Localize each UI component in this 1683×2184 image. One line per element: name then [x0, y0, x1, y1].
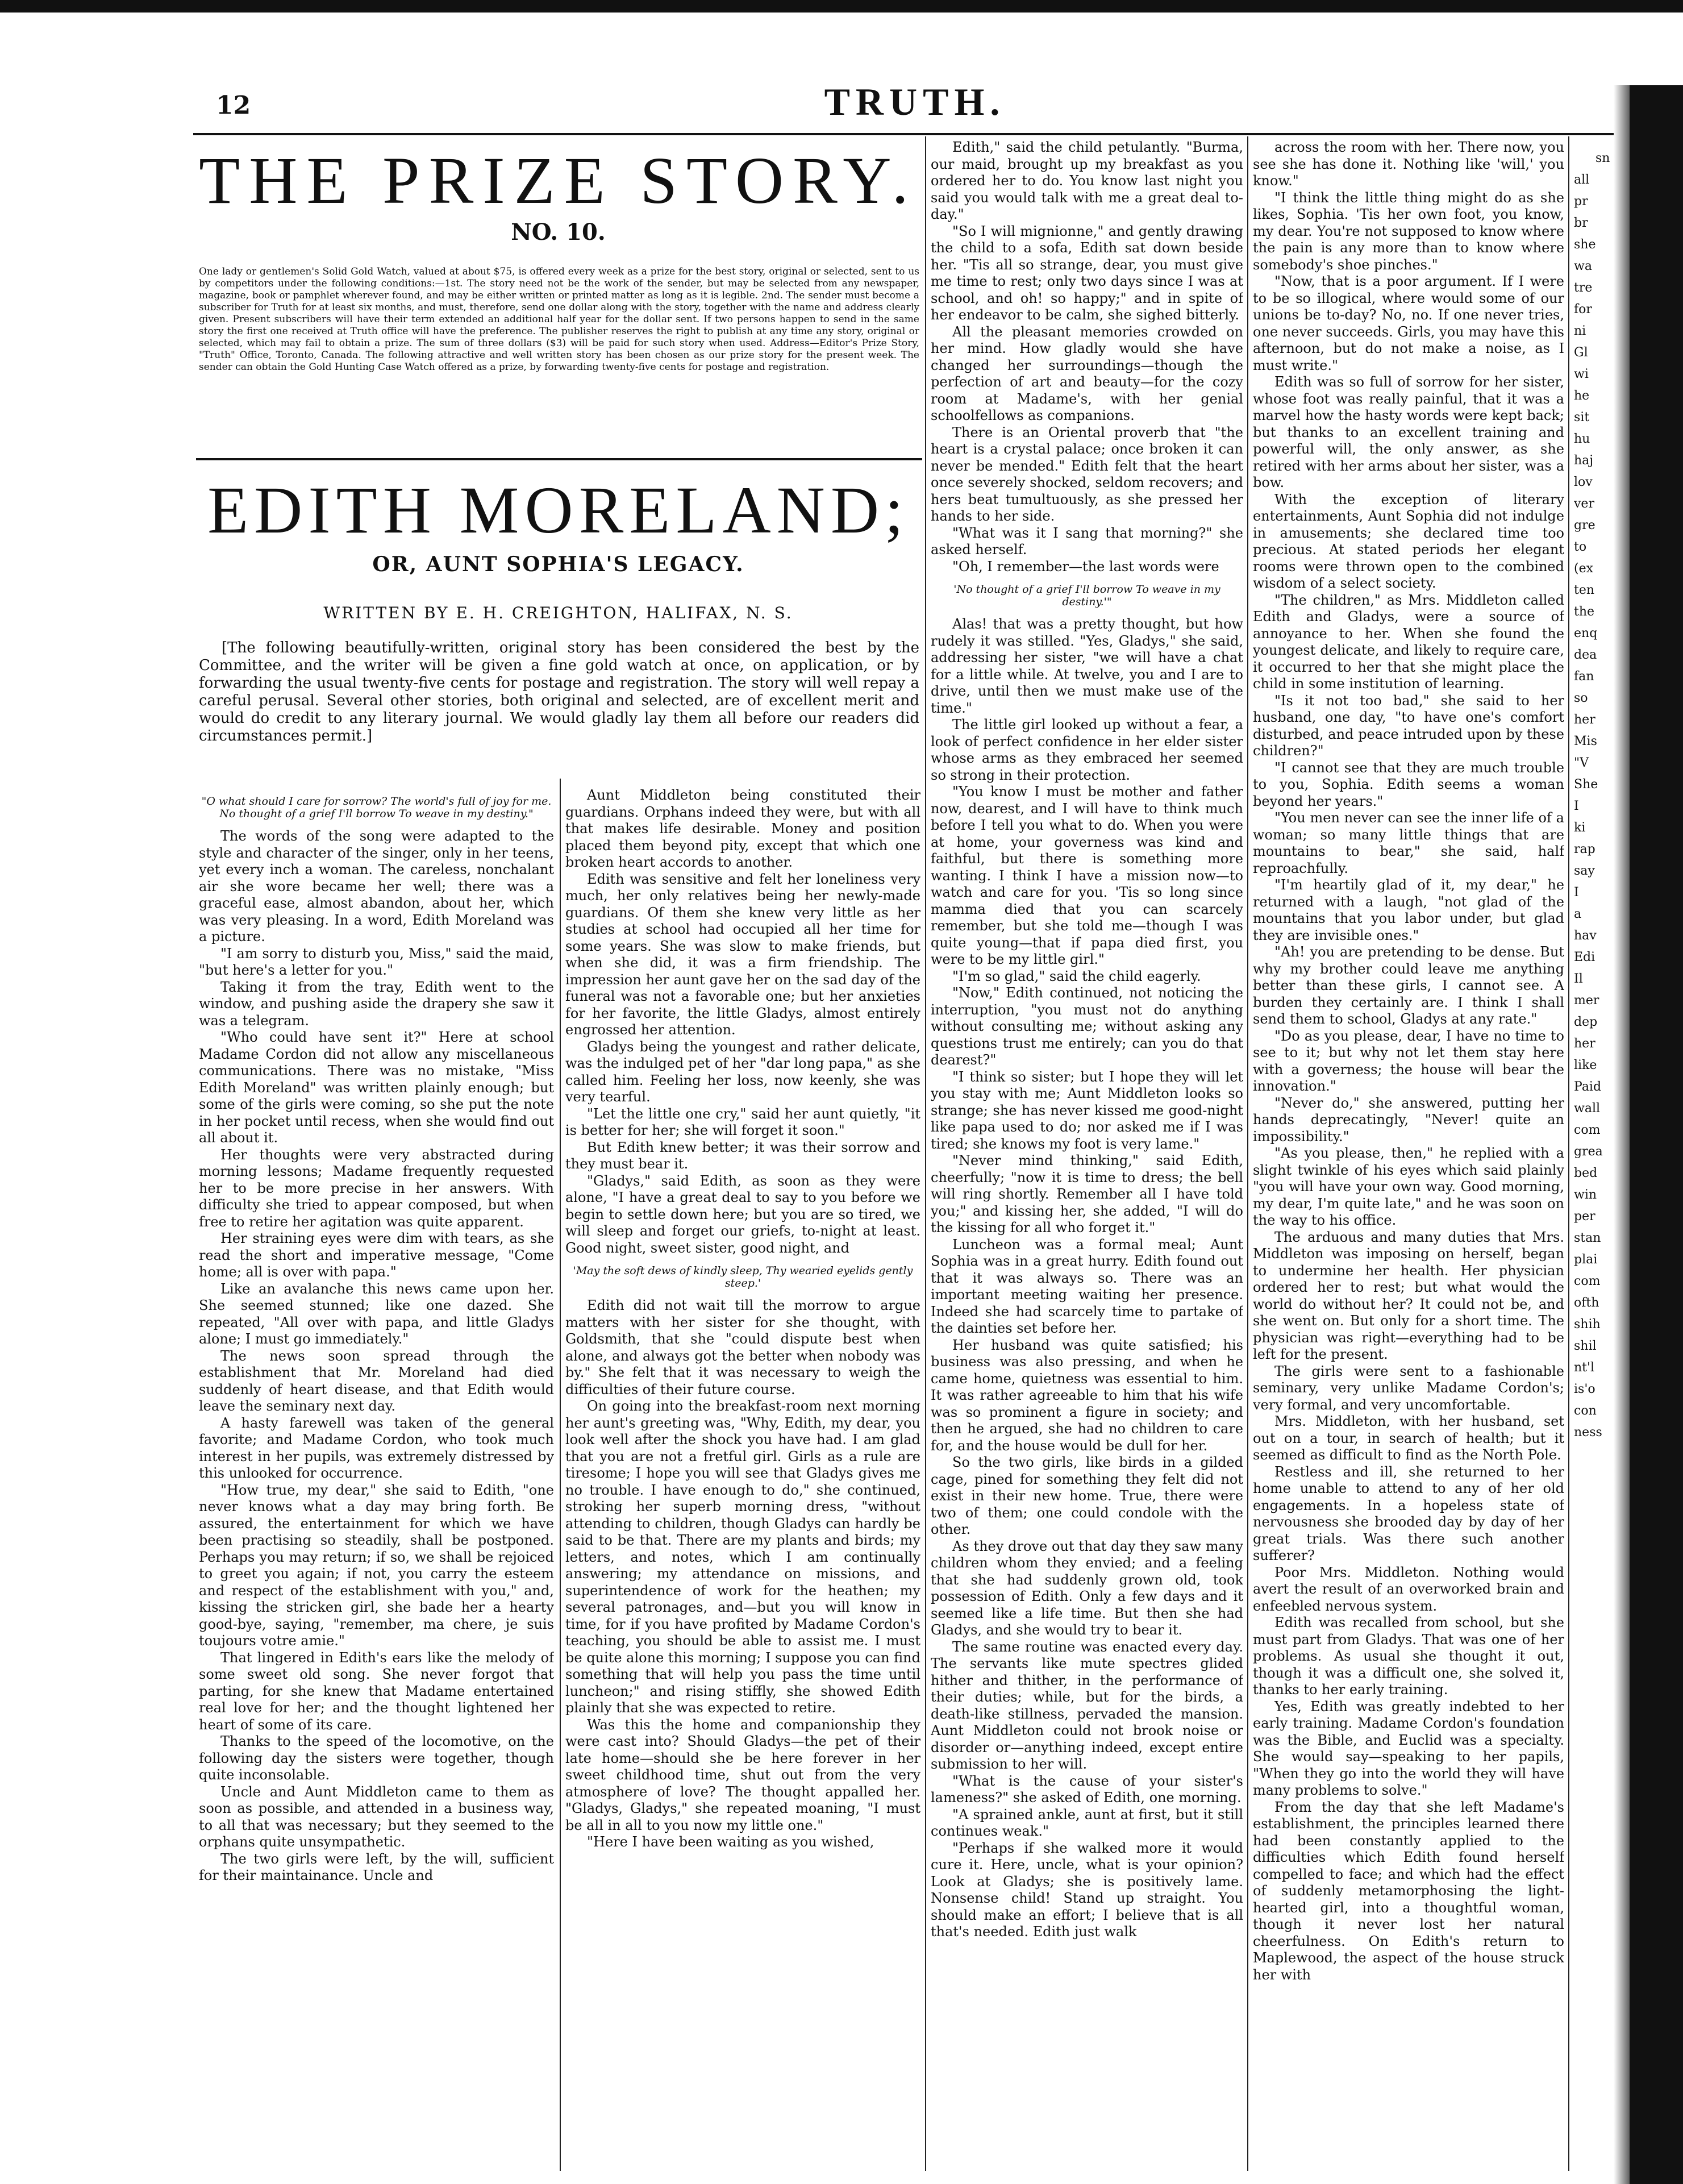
paragraph: "Never mind thinking," said Edith, cheerfully; "now it is time to dress; the bell will ring shortly. Remember all I have told you;" and kissing her, she added, "I will do the kissing for all who forget it."	[931, 1153, 1243, 1235]
prize-story-heading: THE PRIZE STORY.	[199, 143, 918, 218]
paragraph: "The children," as Mrs. Middleton called Edith and Gladys, were a source of annoyance to her. When she found the youngest delicate, and likely to require care, it occurred to her that she might place the child in some institution of learning.	[1253, 592, 1564, 692]
header-rule	[193, 133, 1625, 135]
paragraph: With the exception of literary entertainments, Aunt Sophia did not indulge in amusements; she declared time too precious. At stated periods her elegant rooms were thrown open to the combined wisdom of a select society.	[1253, 491, 1564, 591]
paragraph: All the pleasant memories crowded on her mind. How gladly would she have changed her surroundings—though the perfection of art and beauty—for the cozy room at Madame's, with her genial schoolfellows as companions.	[931, 323, 1243, 423]
section-rule	[196, 458, 922, 460]
paragraph: Taking it from the tray, Edith went to the window, and pushing aside the drapery she saw it was a telegram.	[199, 979, 554, 1029]
paragraph: "As you please, then," he replied with a slight twinkle of his eyes which said plainly "you will have your own way. Good morning, my dear, I'm quite late," and he was soon on the way to his office.	[1253, 1145, 1564, 1228]
story-subtitle: OR, AUNT SOPHIA'S LEGACY.	[372, 552, 744, 576]
paragraph: Alas! that was a pretty thought, but how rudely it was stilled. "Yes, Gladys," she said, addressing her sister, "we will have a chat for a little while. At twelve, you and I are to drive, until then we must make use of the time."	[931, 616, 1243, 716]
paragraph: Like an avalanche this news came upon her. She seemed stunned; like one dazed. She repeated, "All over with papa, and little Gladys alone; I must go immediately."	[199, 1280, 554, 1347]
paragraph: "Here I have been waiting as you wished,	[587, 1834, 874, 1850]
paragraph: Edith," said the child petulantly. "Burma, our maid, brought up my breakfast as you ordered her to do. You know last night you said you would talk with me a great deal to-day."	[931, 139, 1243, 222]
paragraph: "So I will mignionne," and gently drawing the child to a sofa, Edith sat down beside her. "Tis all so strange, dear, you must give me time to rest; only two days since I was at school, and oh! so happy;" and in spite of her endeavor to be calm, she sighed bitterly.	[931, 223, 1243, 323]
paragraph: Luncheon was a formal meal; Aunt Sophia was in a great hurry. Edith found out that it was always so. There was an important meeting waiting her presence. Indeed she had scarcely time to partake of the dainties set before her.	[931, 1236, 1243, 1336]
paragraph: Edith was so full of sorrow for her sister, whose foot was really painful, that it was a marvel how the hasty words were kept back; but thanks to an excellent training and powerful will, the only answer, as she retired with her arms about her sister, was a bow.	[1253, 374, 1564, 490]
paragraph: Her straining eyes were dim with tears, as she read the short and imperative message, "Come home; all is over with papa."	[199, 1230, 554, 1280]
paragraph: "Now," Edith continued, not noticing the interruption, "you must not do anything without consulting me; without asking any questions trust me entirely; can you do that dearest?"	[931, 985, 1243, 1068]
paragraph: As they drove out that day they saw many children whom they envied; and a feeling that she had suddenly grown old, took possession of Edith. Only a few days and it seemed like a life time. But then she had Gladys, and she would try to bear it.	[931, 1538, 1243, 1638]
paragraph: "Ah! you are pretending to be dense. But why my brother could leave me anything better than these girls, I cannot see. A burden they certainly are. I think I shall send them to school, Gladys at any rate."	[1253, 944, 1564, 1027]
scan-edge-black	[1630, 85, 1683, 2184]
scan-edge-shadow	[1614, 85, 1631, 2184]
paragraph: "Is it not too bad," she said to her husband, one day, "to have one's comfort disturbed, and peace intruded upon by these children?"	[1253, 692, 1564, 759]
paragraph: "Who could have sent it?" Here at school Madame Cordon did not allow any miscellaneous communications. There was no mistake, "Miss Edith Moreland" was written plainly enough; but some of the girls were coming, so she put the note in her pocket until recess, when she would find out all about it.	[199, 1029, 554, 1146]
paragraph: Edith did not wait till the morrow to argue matters with her sister for she thought, with Goldsmith, that she "could dispute best when alone, and always got the better when nobody was by." She felt that it was necessary to weigh the difficulties of their future course.	[565, 1297, 920, 1397]
column-5-fragment	[1574, 148, 1613, 2080]
paragraph: "Never do," she answered, putting her hands deprecatingly, "Never! quite an impossibility."	[1253, 1095, 1564, 1145]
paragraph: So the two girls, like birds in a gilded cage, pined for something they felt did not exist in their new home. True, there were two of them; one could condole with the other.	[931, 1454, 1243, 1537]
paragraph: On going into the breakfast-room next morning her aunt's greeting was, "Why, Edith, my dear, you look well after the shock you have had. I am glad that you are not a fretful girl. Girls as a rule are tiresome; I hope you will see that Gladys gives me no trouble. I have enough to do," she continued, stroking her superb morning dress, "without attending to children, though Gladys can hardly be said to be that. There are my plants and birds; my letters, and notes, which I am continually answering; my attendance on missions, and superintendence of work for the heathen; my several patronages, and—but you will know in time, for if you have profited by Madame Cordon's teaching, you should be able to assist me. I must be quite alone this morning; I suppose you can find something that will help you pass the time until luncheon;" and rising stiffly, she showed Edith plainly that she was expected to retire.	[565, 1398, 920, 1716]
paragraph: A hasty farewell was taken of the general favorite; and Madame Cordon, who took much interest in her pupils, was extremely distressed by this unlooked for occurrence.	[199, 1415, 554, 1481]
column-rule-5	[1568, 136, 1569, 2171]
paragraph: Uncle and Aunt Middleton came to them as soon as possible, and attended in a business way, to all that was necessary; but they seemed to the orphans quite unsympathetic.	[199, 1783, 554, 1850]
paragraph: "Now, that is a poor argument. If I were to be so illogical, where would some of our unions be to-day? No, no. If one never tries, one never succeeds. Girls, you may have this afternoon, but do not make a noise, as I must write."	[1253, 273, 1564, 373]
paragraph: "What was it I sang that morning?" she asked herself.	[931, 525, 1243, 558]
paragraph: The little girl looked up without a fear, a look of perfect confidence in her elder sister whose arms as they embraced her seemed so strong in their protection.	[931, 717, 1243, 783]
paragraph: "Let the little one cry," said her aunt quietly, "it is better for her; she will forget it soon."	[565, 1105, 920, 1138]
paragraph: Yes, Edith was greatly indebted to her early training. Madame Cordon's foundation was the Bible, and Euclid was a specialty. She would say—speaking to her papils, "When they go into the world they will have many problems to solve."	[1253, 1698, 1564, 1798]
paragraph: "I cannot see that they are much trouble to you, Sophia. Edith seems a woman beyond her years."	[1253, 759, 1564, 809]
paragraph: That lingered in Edith's ears like the melody of some sweet old song. She never forgot that parting, for she knew that Madame entertained real love for her; and the thought lightened her heart of some of its care.	[199, 1649, 554, 1733]
paragraph: "I'm so glad," said the child eagerly.	[952, 968, 1201, 984]
paragraph: "Do as you please, dear, I have no time to see to it; but why not let them stay here with a governess; the house will bear the innovation."	[1253, 1027, 1564, 1094]
paragraph: The same routine was enacted every day. The servants like mute spectres glided hither and thither, in the performance of their duties; while, but for the birds, a death-like stillness, pervaded the mansion. Aunt Middleton could not brook noise or disorder or—anything indeed, except entire submission to her will.	[931, 1638, 1243, 1772]
paragraph: The news soon spread through the establishment that Mr. Moreland had died suddenly of heart disease, and that Edith would leave the seminary next day.	[199, 1347, 554, 1414]
paragraph: Aunt Middleton being constituted their guardians. Orphans indeed they were, but with all that makes life desirable. Money and position placed them beyond pity, except that which one broken heart accords to another.	[565, 787, 920, 870]
paragraph: "I think the little thing might do as she likes, Sophia. 'Tis her own foot, you know, my dear. You're not supposed to know where the pain is any more than to know where somebody's shoe pinches."	[1253, 189, 1564, 273]
paragraph: "You men never can see the inner life of a woman; so many little things that are mountains to bear," she said, half reproachfully.	[1253, 810, 1564, 876]
prize-rules-notice: One lady or gentlemen's Solid Gold Watch, valued at about $75, is offered every week as a prize for the best story, original or selected, sent to us by competitors under the following conditions:—1st. The story need not be the work of the sender, but may be selected from any newspaper, magazine, book or pamphlet wherever found, and may be either written or printed matter as long as it is legible. 2nd. The sender must become a subscriber for Truth for at least six months, and must, therefore, send one dollar along with the story, together with the name and address clearly given. Present subscribers will have their term extended an additional half year for the dollar sent. If two persons happen to send in the same story the first one received at Truth office will have the preference. The publisher reserves the right to publish at any time any story, original or selected, which may fail to obtain a prize. The sum of three dollars ($3) will be paid for such story when used. Address—Editor's Prize Story, "Truth" Office, Toronto, Canada. The following attractive and well written story has been chosen as our prize story for the present week. The sender can obtain the Gold Hunting Case Watch offered as a prize, by forwarding twenty-five cents for postage and registration.	[199, 266, 919, 373]
paragraph: The arduous and many duties that Mrs. Middleton was imposing on herself, began to undermine her health. Her physician ordered her to rest; but what would the world do without her? It could not be, and she went on. But only for a short time. The physician was right—everything had to be left for the present.	[1253, 1229, 1564, 1362]
verse-quote: 'May the soft dews of kindly sleep, Thy wearied eyelids gently steep.'	[573, 1264, 913, 1289]
story-byline: WRITTEN BY E. H. CREIGHTON, HALIFAX, N. S.	[323, 604, 793, 622]
paragraph: "What is the cause of your sister's lameness?" she asked of Edith, one morning.	[931, 1773, 1243, 1806]
paragraph: sn all pr br she wa tre for ni Gl wi he sit hu haj lov ver gre to (ex ten the enq dea fan so her Mis "V She I ki rap say I a hav Edi Il mer dep her like Paid wall com grea bed win per stan plai com ofth shih shil nt'l is'o con ness	[1574, 151, 1610, 1440]
paragraph: Edith was sensitive and felt her loneliness very much, her only relatives being her newly-made guardians. Of them she knew very little as her studies at school had occupied all her time for some years. She was slow to make friends, but when she did, it was a firm friendship. The impression her aunt gave her on the sad day of the funeral was not a favorable one; but her anxieties for her favorite, the little Gladys, almost entirely engrossed her attention.	[565, 871, 920, 1038]
paragraph: The words of the song were adapted to the style and character of the singer, only in her teens, yet every inch a woman. The careless, nonchalant air she wore became her well; there was a graceful ease, almost abandon, about her, which was very pleasing. In a word, Edith Moreland was a picture.	[199, 828, 554, 945]
paragraph: "I think so sister; but I hope they will let you stay with me; Aunt Middleton looks so strange; she has never kissed me good-night like papa used to do; nor asked me if I was tired; she knows my foot is very lame."	[931, 1068, 1243, 1152]
page-top-border	[0, 0, 1683, 13]
paragraph: Poor Mrs. Middleton. Nothing would avert the result of an overworked brain and enfeebled nervous system.	[1253, 1564, 1564, 1614]
verse-quote: 'No thought of a grief I'll borrow To weave in my destiny.'"	[953, 583, 1220, 608]
paragraph: Thanks to the speed of the locomotive, on the following day the sisters were together, though quite inconsolable.	[199, 1733, 554, 1783]
paragraph: Gladys being the youngest and rather delicate, was the indulged pet of her "dar long papa," as she called him. Feeling her loss, now keenly, she was very tearful.	[565, 1038, 920, 1105]
page-number: 12	[216, 91, 251, 120]
column-rule-4	[1247, 136, 1248, 2171]
paragraph: From the day that she left Madame's establishment, the principles learned there had been constantly applied to the difficulties which Edith found herself compelled to face; and which had the effect of suddenly metamorphosing the light-hearted girl, into a thoughtful woman, though it never lost her natural cheerfulness. On Edith's return to Maplewood, the aspect of the house struck her with	[1253, 1799, 1564, 1983]
paragraph: "Oh, I remember—the last words were	[952, 558, 1219, 575]
paragraph: "Perhaps if she walked more it would cure it. Here, uncle, what is your opinion? Look at Gladys; she is positively lame. Nonsense child! Stand up straight. You should make an effort; I believe that is all that's needed. Edith just walk	[931, 1840, 1243, 1940]
paragraph: "Gladys," said Edith, as soon as they were alone, "I have a great deal to say to you before we begin to settle down here; but you are so tired, we will sleep and forget our griefs, to-night at least. Good night, sweet sister, good night, and	[565, 1172, 920, 1256]
paragraph: The two girls were left, by the will, sufficient for their maintainance. Uncle and	[199, 1850, 554, 1883]
paragraph: Mrs. Middleton, with her husband, set out on a tour, in search of health; but it seemed as difficult to find as the North Pole.	[1253, 1413, 1564, 1463]
paragraph: Edith was recalled from school, but she must part from Gladys. That was one of her problems. As usual she thought it out, though it was a difficult one, she solved it, thanks to her early training.	[1253, 1615, 1564, 1698]
paragraph: Restless and ill, she returned to her home unable to attend to any of her old engagements. In a hopeless state of nervousness she brooded day by day of her great trials. Was there such another sufferer?	[1253, 1463, 1564, 1563]
column-1	[199, 787, 554, 2174]
verse-quote: "O what should I care for sorrow? The world's full of joy for me. No thought of a grief I'll borrow To weave in my destiny."	[201, 795, 552, 820]
masthead-title: TRUTH.	[824, 80, 1006, 123]
story-title: EDITH MORELAND;	[207, 473, 909, 547]
paragraph: There is an Oriental proverb that "the heart is a crystal palace; once broken it can never be mended." Edith felt that the heart once severely shocked, seldom recovers; and hers beat tumultuously, as she pressed her hands to her side.	[931, 424, 1243, 524]
paragraph: Her husband was quite satisfied; his business was also pressing, and when he came home, quietness was essential to him. It was rather agreeable to him that his wife was so prominent a figure in society; and then he argued, she had no children to care for, and the house would be dull for her.	[931, 1337, 1243, 1454]
paragraph: The girls were sent to a fashionable seminary, very unlike Madame Cordon's; very formal, and very uncomfortable.	[1253, 1363, 1564, 1413]
page-header	[193, 80, 1636, 131]
paragraph: "You know I must be mother and father now, dearest, and I will have to think much before I tell you what to do. When you were at home, your governess was kind and faithful, but there is something more wanting. I think I have a mission now—to watch and care for you. 'Tis so long since mamma died that you can scarcely remember, but she told me—though I was quite young—that if papa died first, you were to be my little girl."	[931, 784, 1243, 967]
paragraph: across the room with her. There now, you see she has done it. Nothing like 'will,' you know."	[1253, 139, 1564, 189]
paragraph: But Edith knew better; it was their sorrow and they must bear it.	[565, 1139, 920, 1172]
paragraph: "A sprained ankle, aunt at first, but it still continues weak."	[931, 1806, 1243, 1839]
paragraph: Her thoughts were very abstracted during morning lessons; Madame frequently requested her to be more precise in her answers. With difficulty she tried to appear composed, but when free to retire her agitation was quite apparent.	[199, 1146, 554, 1230]
column-rule-3	[925, 136, 926, 2171]
paragraph: Was this the home and companionship they were cast into? Should Gladys—the pet of their late home—should she be here forever in her sweet childhood time, shut out from the very atmosphere of love? The thought appalled her. "Gladys, Gladys," she repeated moaning, "I must be all in all to you now my little one."	[565, 1716, 920, 1833]
column-3	[931, 139, 1243, 2174]
paragraph: "How true, my dear," she said to Edith, "one never knows what a day may bring forth. Be assured, the entertainment for which we have been practising so steadily, shall be postponed. Perhaps you may return; if so, we shall be rejoiced to greet you again; if not, you carry the esteem and respect of the establishment with you," and, kissing the stricken girl, she bade her a hearty good-bye, saying, "remember, ma chere, je suis toujours votre amie."	[199, 1482, 554, 1649]
paragraph: "I'm heartily glad of it, my dear," he returned with a laugh, "not glad of the mountains that you labor under, but glad they are invisible ones."	[1253, 877, 1564, 943]
column-2	[565, 787, 920, 2174]
prize-story-number: NO. 10.	[511, 219, 606, 246]
editor-introduction: [The following beautifully-written, original story has been considered the best by the Committee, and the writer will be given a fine gold watch at once, on application, or by forwarding the usual twenty-five cents for postage and registration. The story will well repay a careful perusal. Several other stories, both original and selected, are of excellent merit and would do credit to any literary journal. We would gladly lay them all before our readers did circumstances permit.]	[199, 639, 919, 744]
column-rule-2	[560, 779, 561, 2171]
column-4	[1253, 139, 1564, 2174]
paragraph: "I am sorry to disturb you, Miss," said the maid, "but here's a letter for you."	[199, 945, 554, 978]
